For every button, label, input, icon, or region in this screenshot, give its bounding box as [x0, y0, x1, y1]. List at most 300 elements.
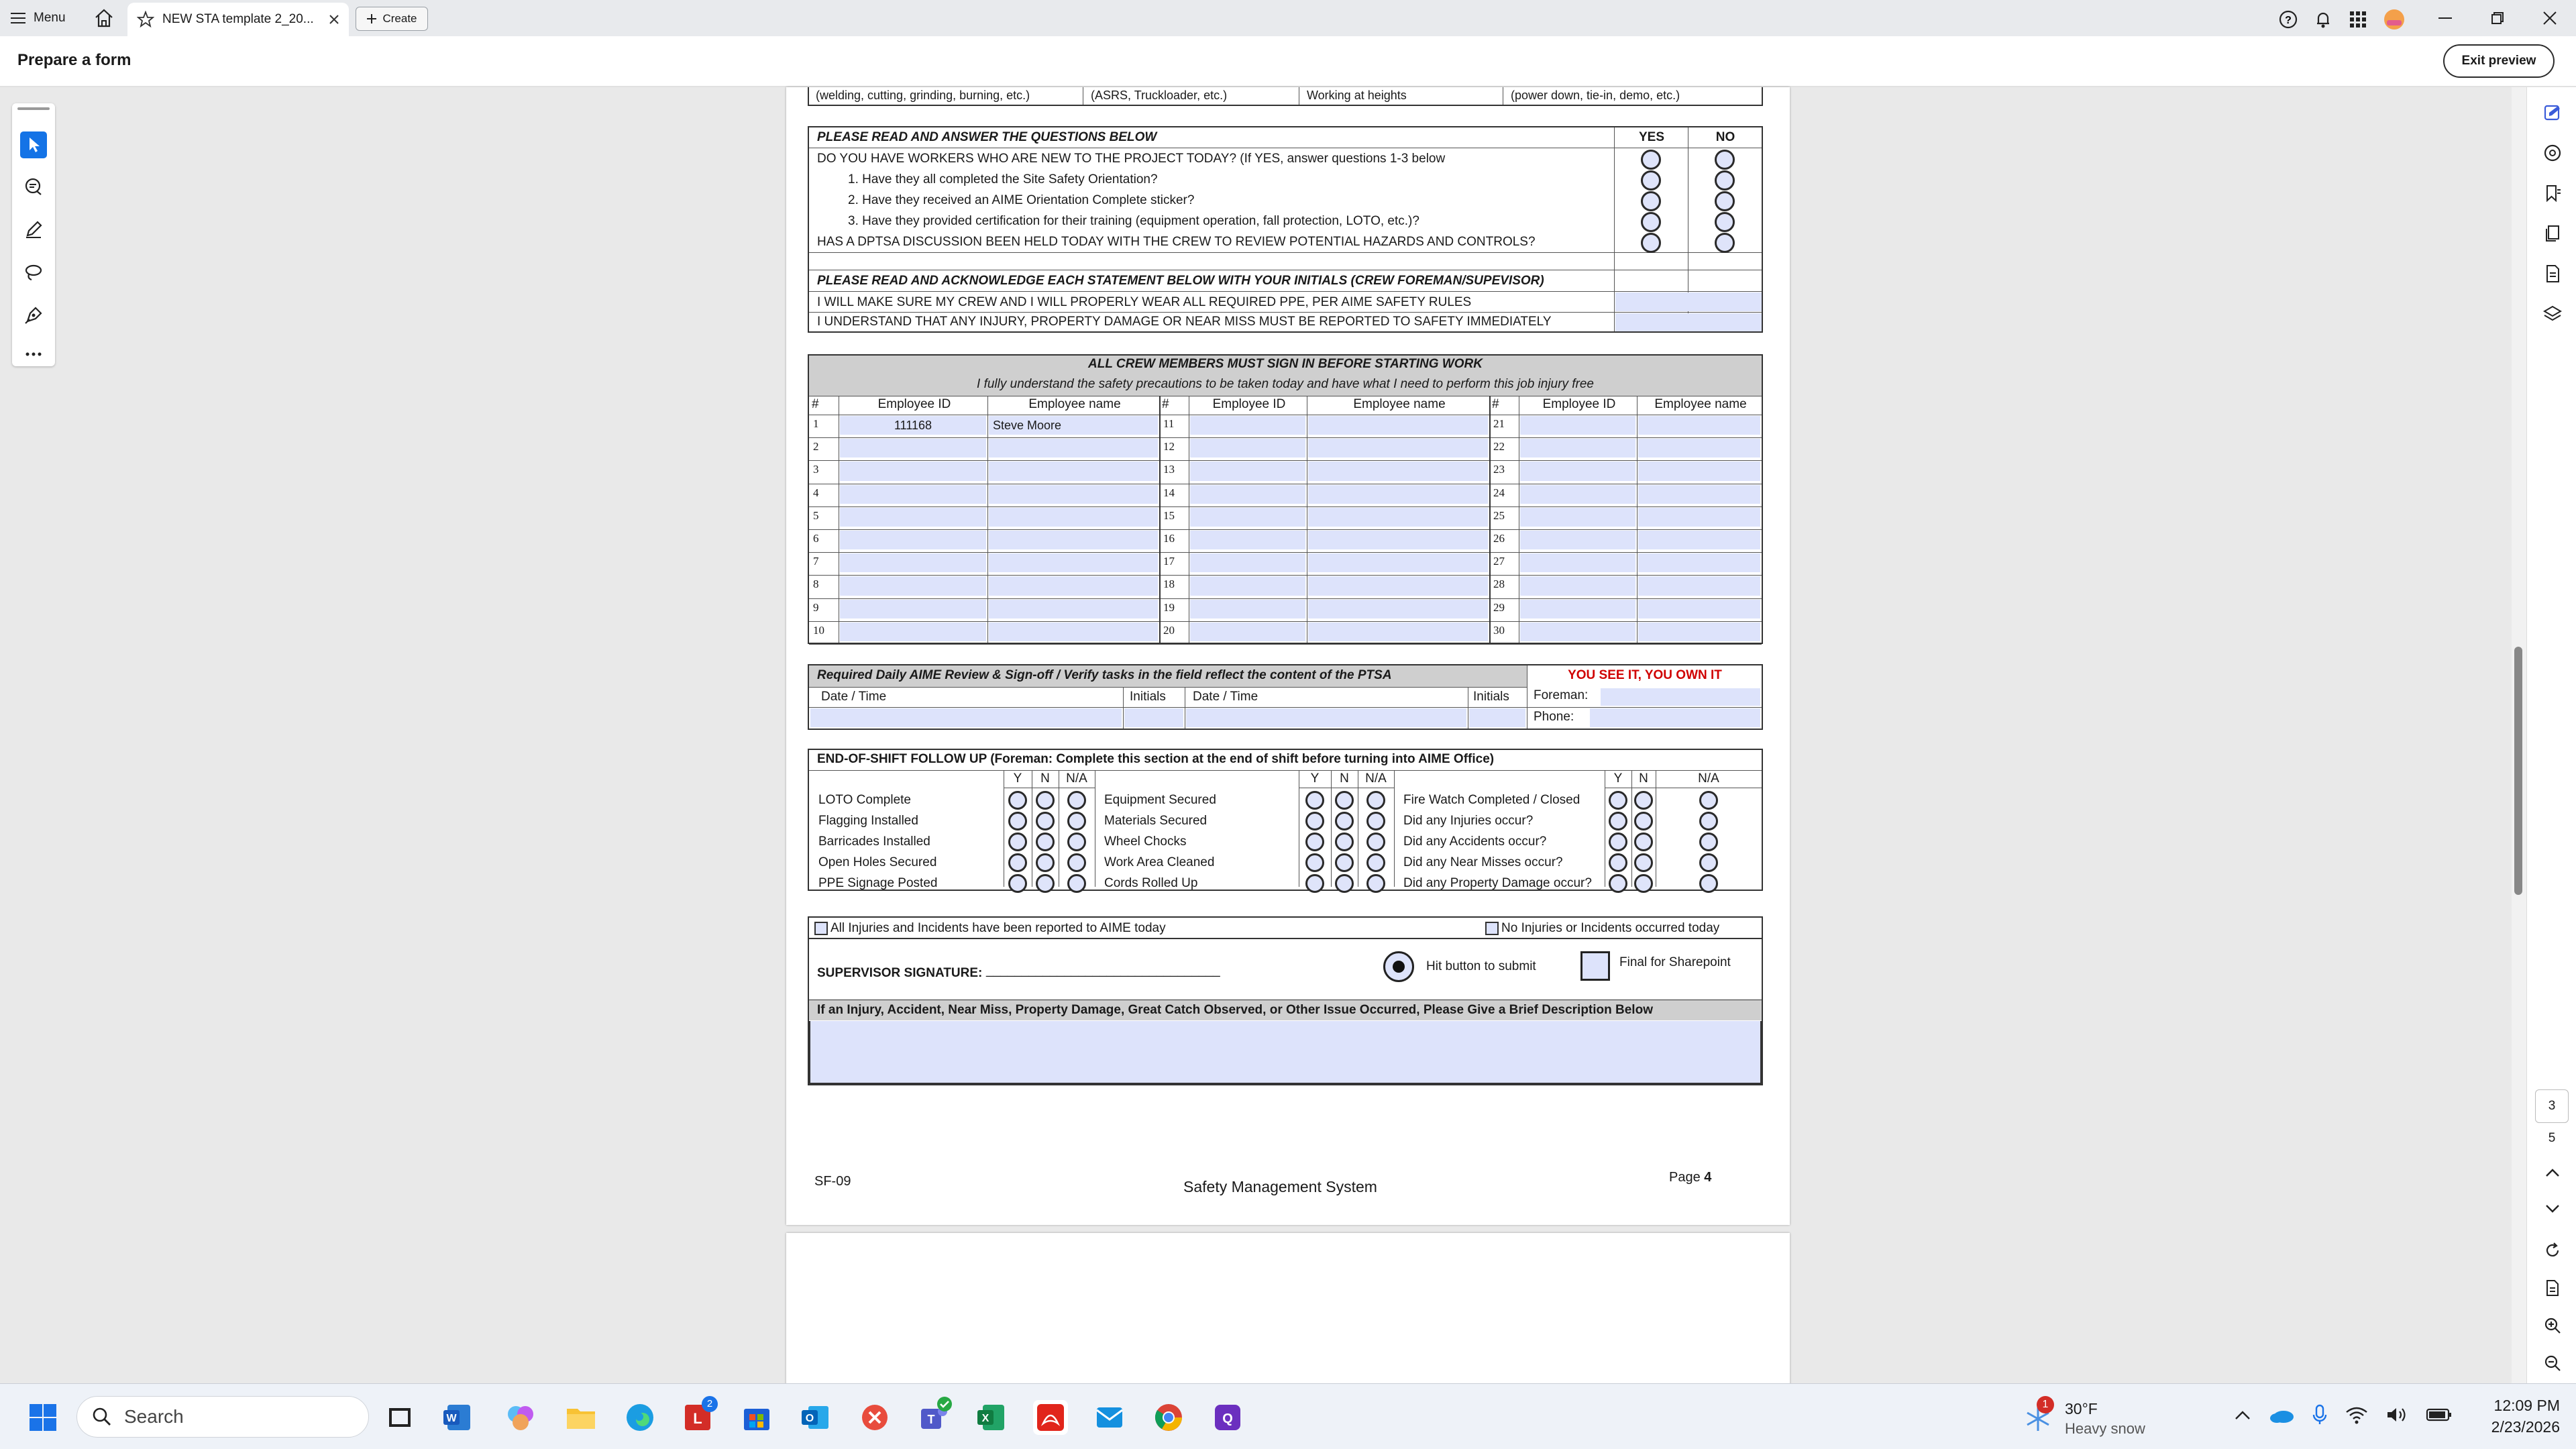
hazard-cell-4: (power down, tie-in, demo, etc.) — [1511, 89, 1680, 102]
employee-id-field[interactable] — [840, 553, 986, 572]
xmind-icon — [859, 1402, 890, 1433]
eos-grid — [809, 770, 1762, 890]
crew-col-header: Employee ID — [877, 397, 951, 411]
eos-radio[interactable] — [1036, 812, 1055, 830]
employee-name-field[interactable] — [989, 623, 1158, 641]
panel-grip[interactable] — [17, 107, 50, 110]
current-page-indicator[interactable]: 3 — [2535, 1089, 2569, 1123]
lasso-tool[interactable] — [20, 259, 47, 286]
clock-time: 12:09 PM — [2493, 1397, 2560, 1414]
grid-line — [1394, 770, 1395, 887]
acknowledge-1: I WILL MAKE SURE MY CREW AND I WILL PROPERLY WEAR ALL REQUIRED PPE, PER AIME SAFETY RULES — [817, 295, 1472, 309]
employee-name-field[interactable] — [1638, 576, 1760, 595]
eos-radio[interactable] — [1366, 874, 1385, 893]
eos-radio[interactable] — [1609, 833, 1627, 851]
chevron-down-icon — [2545, 1204, 2560, 1214]
outlook-app[interactable] — [798, 1400, 833, 1435]
employee-id-field[interactable] — [840, 508, 986, 527]
crew-col-header: Employee name — [1353, 397, 1446, 411]
onedrive-icon[interactable] — [2269, 1406, 2294, 1424]
eos-radio[interactable] — [1067, 874, 1086, 893]
pages-rail-button[interactable] — [2540, 221, 2565, 246]
system-clock[interactable] — [2466, 1395, 2560, 1438]
employee-name-field[interactable] — [1638, 416, 1760, 435]
employee-name-field[interactable] — [1638, 531, 1760, 549]
pen-icon — [23, 219, 44, 239]
row-number: 7 — [813, 555, 819, 568]
prev-page-button[interactable] — [2540, 1161, 2565, 1185]
employee-id-field[interactable] — [840, 485, 986, 504]
select-tool[interactable] — [20, 131, 47, 158]
employee-id-field[interactable]: 111168 — [840, 416, 986, 435]
employee-id-field[interactable] — [1190, 439, 1305, 458]
eos-radio[interactable] — [1699, 833, 1718, 851]
weather-alert-badge: 1 — [2037, 1396, 2054, 1413]
employee-id-field[interactable] — [1520, 485, 1635, 504]
crew-table — [808, 354, 1763, 644]
home-button[interactable] — [93, 7, 115, 30]
employee-name-field[interactable] — [1638, 439, 1760, 458]
eos-radio[interactable] — [1008, 812, 1027, 830]
eos-radio[interactable] — [1036, 874, 1055, 893]
create-button[interactable] — [356, 7, 428, 31]
eos-radio[interactable] — [1305, 874, 1324, 893]
eos-radio[interactable] — [1067, 833, 1086, 851]
more-tools-button[interactable] — [20, 341, 47, 368]
yes-header: YES — [1638, 130, 1665, 144]
eos-col-header: N — [1040, 771, 1050, 786]
xmind-app[interactable] — [857, 1400, 892, 1435]
submit-radio-button[interactable] — [1383, 951, 1414, 982]
submit-label: Hit button to submit — [1426, 959, 1536, 973]
eos-radio[interactable] — [1366, 812, 1385, 830]
divider — [1614, 127, 1615, 331]
employee-name-field[interactable] — [989, 508, 1158, 527]
svg-text:X: X — [981, 1413, 989, 1424]
outlook-new-icon — [1094, 1402, 1125, 1433]
employee-name-field[interactable]: Steve Moore — [989, 416, 1158, 435]
grid-line — [809, 460, 1762, 461]
eos-radio[interactable] — [1036, 833, 1055, 851]
employee-name-field[interactable] — [989, 485, 1158, 504]
chevron-up-icon[interactable] — [2234, 1408, 2251, 1421]
employee-id-field[interactable] — [1520, 553, 1635, 572]
row-number: 28 — [1493, 578, 1505, 591]
eos-item-label: Did any Injuries occur? — [1403, 814, 1534, 828]
no-incident-label: No Injuries or Incidents occurred today — [1501, 921, 1720, 935]
app-q[interactable] — [1210, 1400, 1245, 1435]
employee-name-field[interactable] — [1638, 623, 1760, 641]
wifi-icon[interactable] — [2345, 1405, 2368, 1424]
eos-radio[interactable] — [1634, 853, 1653, 872]
eos-radio[interactable] — [1634, 812, 1653, 830]
eos-radio[interactable] — [1008, 874, 1027, 893]
eos-radio[interactable] — [1036, 853, 1055, 872]
description-header: If an Injury, Accident, Near Miss, Property Damage, Great Catch Observed, or Other Issue Occurred, Please Give a Brief Description Below — [817, 1003, 1653, 1017]
employee-id-field[interactable] — [1190, 623, 1305, 641]
employee-id-field[interactable] — [1520, 439, 1635, 458]
employee-id-field[interactable] — [840, 623, 986, 641]
employee-id-field[interactable] — [1190, 553, 1305, 572]
grid-line — [1489, 396, 1491, 643]
initials-field-b[interactable] — [1469, 708, 1525, 727]
scroll-thumb[interactable] — [2514, 647, 2522, 895]
plus-icon — [366, 13, 377, 24]
eos-col-header: N/A — [1365, 771, 1387, 786]
taskbar-search[interactable] — [76, 1396, 369, 1438]
grid-line — [987, 396, 988, 643]
eos-radio[interactable] — [1609, 874, 1627, 893]
svg-text:L: L — [693, 1410, 702, 1427]
eos-radio[interactable] — [1634, 833, 1653, 851]
q2-no-radio[interactable] — [1715, 233, 1735, 253]
row-number: 10 — [813, 623, 824, 637]
initials-field-2[interactable] — [1615, 313, 1762, 331]
eos-radio[interactable] — [1008, 853, 1027, 872]
foreman-field[interactable] — [1601, 688, 1760, 706]
rotate-button[interactable] — [2540, 1238, 2565, 1263]
q1c-yes-radio[interactable] — [1641, 212, 1661, 232]
employee-name-field[interactable] — [1308, 462, 1488, 480]
eos-col-header: N — [1639, 771, 1648, 786]
employee-id-field[interactable] — [840, 462, 986, 480]
employee-name-field[interactable] — [1308, 416, 1488, 435]
chrome-app[interactable] — [1151, 1400, 1186, 1435]
eos-radio[interactable] — [1335, 874, 1354, 893]
eos-radio[interactable] — [1634, 791, 1653, 810]
close-tab-icon[interactable] — [329, 14, 339, 25]
minimize-button[interactable] — [2419, 0, 2471, 36]
page-number-footer — [1669, 1170, 1711, 1185]
crew-grid — [809, 396, 1762, 643]
eos-radio[interactable] — [1067, 853, 1086, 872]
page-fit-button[interactable] — [2540, 1276, 2565, 1300]
question-1-1: 1. Have they all completed the Site Safety Orientation? — [848, 172, 1158, 186]
layers-rail-button[interactable] — [2540, 302, 2565, 326]
signature-line[interactable]: _________________________________ — [986, 963, 1220, 977]
employee-name-field[interactable] — [1308, 576, 1488, 595]
page-fit-icon — [2543, 1279, 2562, 1297]
grid-line — [809, 598, 1762, 599]
no-incident-checkbox[interactable] — [1485, 922, 1499, 935]
document-icon — [2542, 264, 2563, 284]
exit-preview-button[interactable]: Exit preview — [2443, 44, 2555, 78]
volume-icon[interactable] — [2385, 1405, 2408, 1424]
eos-radio[interactable] — [1335, 833, 1354, 851]
form-body — [808, 87, 1763, 1222]
next-page-button[interactable] — [2540, 1197, 2565, 1221]
employee-id-field[interactable] — [1520, 531, 1635, 549]
q1a-yes-radio[interactable] — [1641, 170, 1661, 191]
row-number: 3 — [813, 463, 819, 476]
grid-line — [809, 506, 1762, 507]
comments-rail-button[interactable] — [2540, 141, 2565, 165]
eos-item-label: LOTO Complete — [818, 793, 911, 807]
grid-line — [809, 644, 1762, 645]
folder-icon — [566, 1402, 596, 1433]
eos-radio[interactable] — [1067, 791, 1086, 810]
eos-radio[interactable] — [1335, 853, 1354, 872]
eos-radio[interactable] — [1008, 791, 1027, 810]
start-button[interactable] — [25, 1400, 60, 1435]
acrobat-icon — [1035, 1402, 1066, 1433]
eos-radio[interactable] — [1609, 791, 1627, 810]
eos-radio[interactable] — [1036, 791, 1055, 810]
eos-item-label: Work Area Cleaned — [1104, 855, 1215, 869]
eos-item-label: Open Holes Secured — [818, 855, 937, 869]
employee-name-field[interactable] — [989, 439, 1158, 458]
questions-table — [808, 126, 1763, 333]
store-icon — [741, 1402, 772, 1433]
final-sharepoint-label: Final for Sharepoint — [1619, 955, 1731, 969]
q2-yes-radio[interactable] — [1641, 233, 1661, 253]
row-number: 8 — [813, 578, 819, 591]
eos-col-header: Y — [1013, 771, 1022, 786]
word-app[interactable] — [440, 1400, 475, 1435]
reported-label: All Injuries and Incidents have been reported to AIME today — [830, 921, 1166, 935]
employee-name-field[interactable] — [1638, 600, 1760, 619]
eos-item-label: Did any Accidents occur? — [1403, 835, 1547, 849]
clock-date: 2/23/2026 — [2491, 1418, 2560, 1436]
incident-checkbox-row — [808, 916, 1763, 939]
eos-col-header: N/A — [1698, 771, 1719, 786]
employee-id-field[interactable] — [1190, 531, 1305, 549]
eos-radio[interactable] — [1366, 791, 1385, 810]
review-table — [808, 664, 1763, 730]
grid-line — [1159, 396, 1161, 643]
restore-button[interactable] — [2471, 0, 2524, 36]
outlook-new-app[interactable] — [1092, 1400, 1127, 1435]
copilot-app[interactable] — [503, 1400, 538, 1435]
employee-name-field[interactable] — [1308, 485, 1488, 504]
employee-id-field[interactable] — [1520, 576, 1635, 595]
help-icon[interactable] — [2278, 9, 2298, 30]
employee-name-field[interactable] — [989, 531, 1158, 549]
svg-text:T: T — [927, 1413, 935, 1426]
svg-text:W: W — [446, 1413, 457, 1424]
q1-yes-radio[interactable] — [1641, 150, 1661, 170]
status-available-icon — [936, 1396, 953, 1412]
eos-radio[interactable] — [1699, 853, 1718, 872]
reported-checkbox[interactable] — [814, 922, 828, 935]
row-number: 23 — [1493, 463, 1505, 476]
eos-radio[interactable] — [1305, 833, 1324, 851]
rotate-icon — [2543, 1241, 2562, 1260]
employee-id-field[interactable] — [840, 531, 986, 549]
document-rail-button[interactable] — [2540, 262, 2565, 286]
employee-id-field[interactable] — [1190, 600, 1305, 619]
employee-id-field[interactable] — [1190, 462, 1305, 480]
q1-no-radio[interactable] — [1715, 150, 1735, 170]
comment-tool[interactable] — [20, 173, 47, 200]
acrobat-app[interactable] — [1033, 1400, 1068, 1435]
acknowledge-2: I UNDERSTAND THAT ANY INJURY, PROPERTY DAMAGE OR NEAR MISS MUST BE REPORTED TO SAFETY IMMEDIATELY — [817, 315, 1552, 329]
eos-radio[interactable] — [1366, 833, 1385, 851]
hazard-row — [808, 87, 1763, 106]
employee-name-field[interactable] — [1308, 508, 1488, 527]
employee-name-field[interactable] — [1308, 553, 1488, 572]
lastpass-app[interactable] — [680, 1400, 715, 1435]
total-pages: 5 — [2548, 1131, 2556, 1145]
initials-field-1[interactable] — [1615, 292, 1762, 311]
employee-id-field[interactable] — [1190, 576, 1305, 595]
task-view-button[interactable] — [382, 1400, 417, 1435]
weather-widget[interactable] — [2023, 1396, 2157, 1439]
crew-col-header: Employee name — [1654, 397, 1747, 411]
row-number: 18 — [1163, 578, 1175, 591]
zoom-in-button[interactable] — [2540, 1313, 2565, 1338]
foreman-label: Foreman: — [1534, 688, 1589, 702]
initials-label-1: Initials — [1130, 690, 1166, 704]
grid-line — [809, 575, 1762, 576]
hazard-cell-2: (ASRS, Truckloader, etc.) — [1091, 89, 1228, 102]
date-time-field-2[interactable] — [1186, 708, 1466, 727]
eos-radio[interactable] — [1305, 812, 1324, 830]
employee-name-field[interactable] — [1308, 439, 1488, 458]
phone-field[interactable] — [1590, 708, 1760, 727]
employee-id-field[interactable] — [1520, 462, 1635, 480]
eos-radio[interactable] — [1609, 812, 1627, 830]
fill-sign-rail-button[interactable] — [2540, 101, 2565, 125]
initials-field-a[interactable] — [1124, 708, 1183, 727]
eos-radio[interactable] — [1634, 874, 1653, 893]
comment-icon — [23, 176, 44, 197]
eos-radio[interactable] — [1609, 853, 1627, 872]
microphone-icon[interactable] — [2312, 1404, 2328, 1426]
employee-id-field[interactable] — [1190, 485, 1305, 504]
close-window-button[interactable] — [2524, 0, 2576, 36]
eos-item-label: Cords Rolled Up — [1104, 876, 1198, 890]
final-sharepoint-checkbox[interactable] — [1580, 951, 1610, 981]
row-number: 5 — [813, 508, 819, 522]
eos-radio[interactable] — [1699, 812, 1718, 830]
q1b-no-radio[interactable] — [1715, 191, 1735, 211]
eos-radio[interactable] — [1699, 791, 1718, 810]
store-app[interactable] — [739, 1400, 774, 1435]
chevron-up-icon — [2545, 1168, 2560, 1177]
employee-name-field[interactable] — [1638, 553, 1760, 572]
document-tab[interactable] — [127, 3, 349, 36]
eos-radio[interactable] — [1067, 812, 1086, 830]
star-icon[interactable] — [137, 11, 154, 28]
grid-line — [809, 552, 1762, 553]
row-number: 2 — [813, 440, 819, 453]
battery-icon[interactable] — [2426, 1407, 2453, 1423]
copilot-icon — [505, 1402, 536, 1433]
minimize-icon — [2438, 17, 2452, 19]
eos-radio[interactable] — [1335, 791, 1354, 810]
grid-line — [809, 621, 1762, 622]
employee-name-field[interactable] — [989, 600, 1158, 619]
employee-name-field[interactable] — [1638, 508, 1760, 527]
row-number: 4 — [813, 486, 819, 499]
zoom-out-button[interactable] — [2540, 1351, 2565, 1375]
employee-id-field[interactable] — [1520, 623, 1635, 641]
edge-app[interactable] — [623, 1400, 657, 1435]
file-explorer-app[interactable] — [564, 1400, 598, 1435]
employee-id-field[interactable] — [1190, 416, 1305, 435]
employee-id-field[interactable] — [840, 600, 986, 619]
page-num: 4 — [1704, 1170, 1712, 1185]
outlook-icon — [800, 1402, 831, 1433]
browser-tab-bar — [0, 0, 2576, 36]
employee-name-field[interactable] — [989, 462, 1158, 480]
teams-app[interactable] — [915, 1400, 950, 1435]
apps-grid-icon[interactable] — [2348, 9, 2368, 30]
employee-id-field[interactable] — [1520, 416, 1635, 435]
menu-button[interactable] — [11, 5, 66, 31]
eos-item-label: PPE Signage Posted — [818, 876, 938, 890]
avatar-icon[interactable] — [2383, 8, 2406, 31]
employee-name-field[interactable] — [1308, 600, 1488, 619]
employee-name-field[interactable] — [1308, 623, 1488, 641]
employee-name-field[interactable] — [989, 553, 1158, 572]
grid-line — [809, 437, 1762, 438]
notification-badge: 2 — [702, 1396, 718, 1412]
windows-logo-icon — [28, 1403, 58, 1432]
employee-name-field[interactable] — [989, 576, 1158, 595]
menu-label: Menu — [34, 11, 66, 25]
eos-radio[interactable] — [1366, 853, 1385, 872]
eos-col-header: N — [1340, 771, 1349, 786]
date-time-label-2: Date / Time — [1193, 690, 1258, 704]
crew-col-header: # — [1162, 397, 1169, 411]
crew-col-header: # — [1492, 397, 1499, 411]
employee-name-field[interactable] — [1308, 531, 1488, 549]
q1c-no-radio[interactable] — [1715, 212, 1735, 232]
eos-col-header: N/A — [1066, 771, 1087, 786]
pen-tool[interactable] — [20, 216, 47, 243]
crew-subtitle: I fully understand the safety precautions to be taken today and have what I need to perform this job injury free — [977, 377, 1594, 391]
date-time-field-1[interactable] — [810, 708, 1122, 727]
row-number: 16 — [1163, 532, 1175, 545]
zoom-out-icon — [2543, 1354, 2562, 1373]
row-number: 11 — [1163, 417, 1175, 430]
restore-icon — [2491, 11, 2504, 25]
row-number: 12 — [1163, 440, 1175, 453]
eos-radio[interactable] — [1335, 812, 1354, 830]
hamburger-icon — [11, 12, 25, 24]
employee-id-field[interactable] — [840, 439, 986, 458]
q1b-yes-radio[interactable] — [1641, 191, 1661, 211]
employee-name-field[interactable] — [1638, 485, 1760, 504]
no-header: NO — [1715, 130, 1735, 144]
tool-panel — [12, 103, 55, 366]
eos-radio[interactable] — [1008, 833, 1027, 851]
bell-icon[interactable] — [2313, 9, 2333, 30]
description-textarea-ext[interactable] — [809, 1021, 1762, 1084]
q1a-no-radio[interactable] — [1715, 170, 1735, 191]
employee-id-field[interactable] — [840, 576, 986, 595]
eos-item-label: Barricades Installed — [818, 835, 930, 849]
eos-radio[interactable] — [1305, 853, 1324, 872]
question-2: HAS A DPTSA DISCUSSION BEEN HELD TODAY WITH THE CREW TO REVIEW POTENTIAL HAZARDS AND CONTROLS? — [817, 235, 1536, 249]
excel-app[interactable] — [974, 1400, 1009, 1435]
eos-col-header: Y — [1613, 771, 1623, 786]
question-1-2: 2. Have they received an AIME Orientation Complete sticker? — [848, 193, 1195, 207]
eos-radio[interactable] — [1305, 791, 1324, 810]
employee-id-field[interactable] — [1190, 508, 1305, 527]
bookmarks-rail-button[interactable] — [2540, 181, 2565, 205]
search-placeholder: Search — [124, 1406, 184, 1427]
sign-tool[interactable] — [20, 302, 47, 329]
employee-id-field[interactable] — [1520, 508, 1635, 527]
employee-name-field[interactable] — [1638, 462, 1760, 480]
crew-title: ALL CREW MEMBERS MUST SIGN IN BEFORE STARTING WORK — [1088, 357, 1483, 371]
employee-id-field[interactable] — [1520, 600, 1635, 619]
eos-radio[interactable] — [1699, 874, 1718, 893]
word-icon — [442, 1402, 473, 1433]
